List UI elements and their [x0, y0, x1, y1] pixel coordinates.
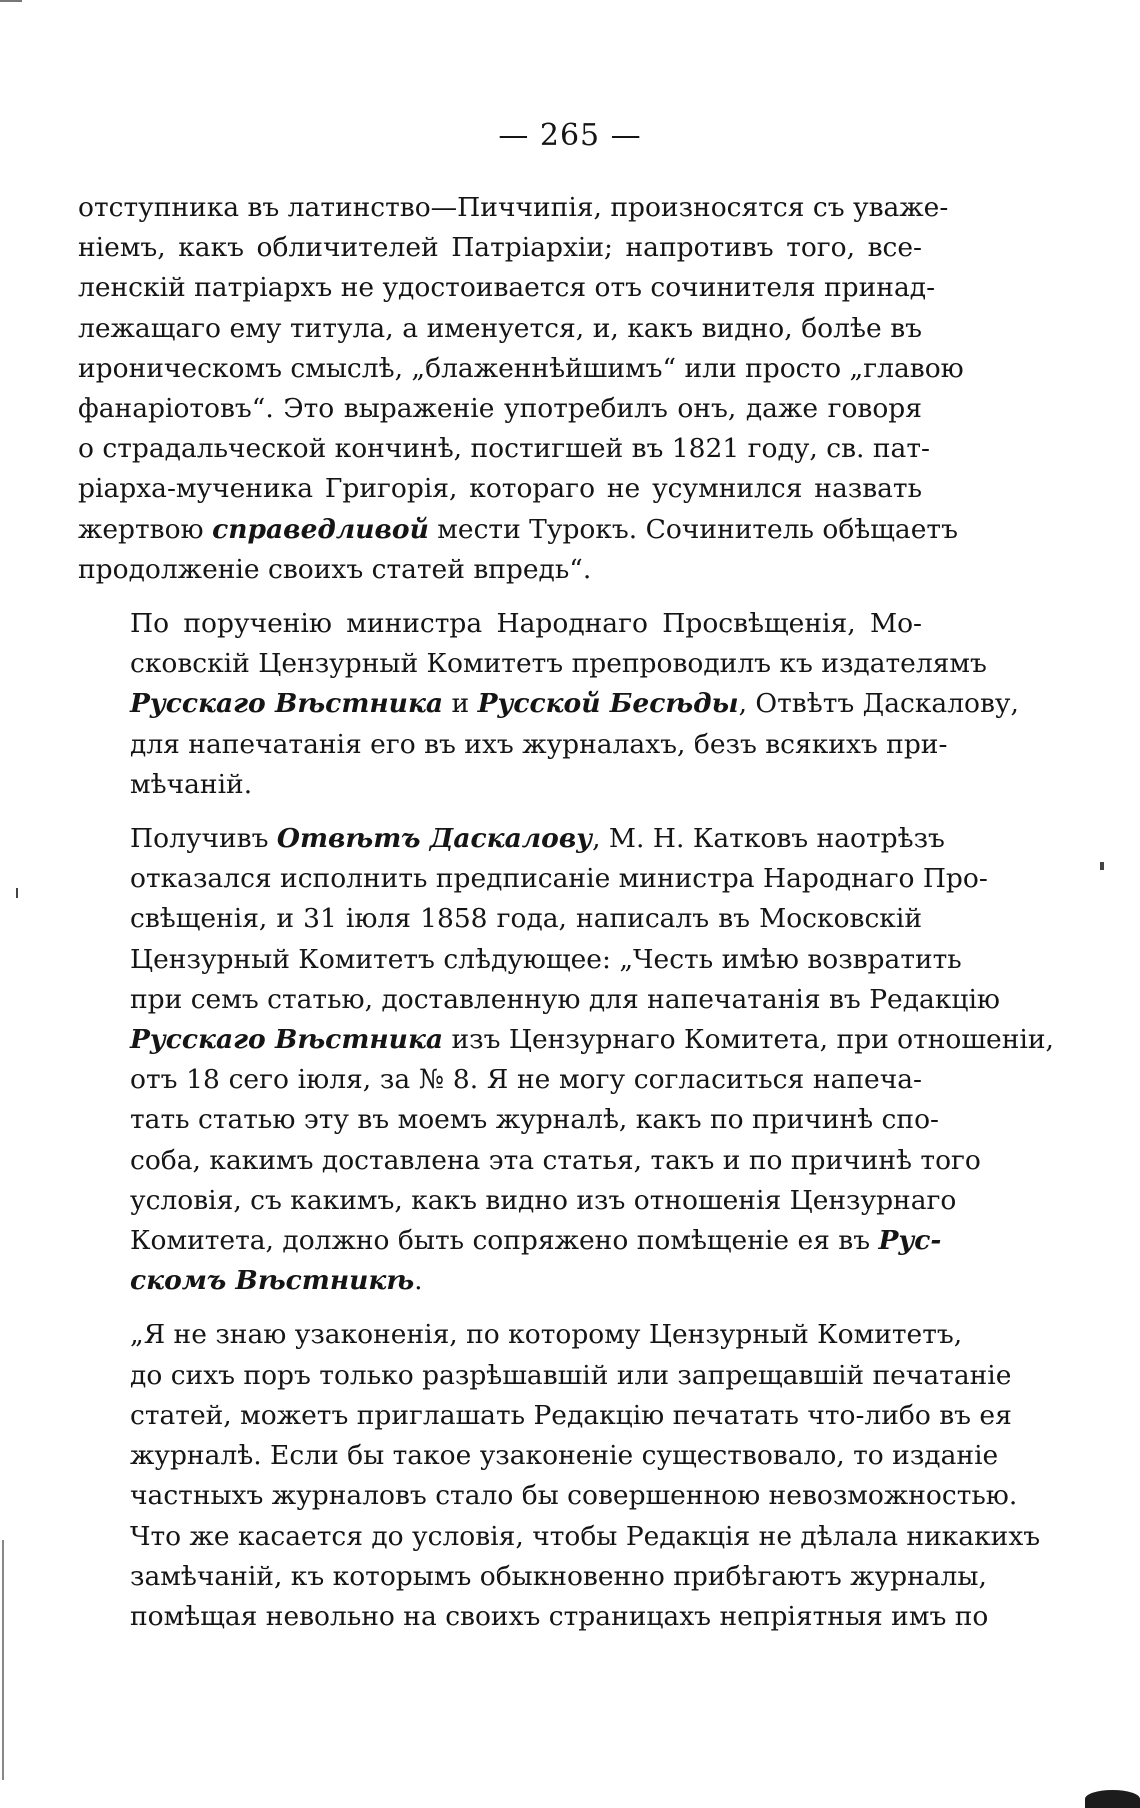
text-fragment: Комитета, должно быть сопряжено помѣщеніе ея въ [130, 1225, 879, 1257]
scan-speck [1100, 862, 1104, 870]
text-line: ніемъ, какъ обличителей Патріархіи; напротивъ того, все- [78, 232, 922, 264]
text-line: сковскій Цензурный Комитетъ препроводилъ къ издателямъ [130, 648, 987, 680]
text-line: Цензурный Комитетъ слѣдующее: „Честь имѣю возвратить [130, 943, 962, 975]
text-line [78, 684, 1019, 724]
text-fragment: , М. Н. Катковъ наотрѣзъ [592, 823, 945, 855]
text-line: при семъ статью, доставленную для напечатанія въ Редакцію [130, 983, 1000, 1015]
paragraph-2 [78, 604, 1019, 805]
text-line: лежащаго ему титула, а именуется, и, какъ видно, болѣе въ [78, 312, 922, 344]
text-line: о страдальческой кончинѣ, постигшей въ 1821 году, св. пат- [78, 433, 930, 465]
text-line [78, 1020, 1054, 1060]
paragraph-3 [78, 819, 1054, 1301]
text-line: тать статью эту въ моемъ журналѣ, какъ по причинѣ спо- [130, 1104, 939, 1136]
text-line: мѣчаній. [130, 768, 253, 800]
text-line: ленскій патріархъ не удостоивается отъ сочинителя принад- [78, 272, 936, 304]
text-line: отступника въ латинство—Пиччипія, произносятся съ уваже- [78, 192, 949, 223]
text-fragment: . [414, 1265, 423, 1297]
paragraph-1 [78, 188, 964, 590]
italic-term: справедливой [212, 513, 429, 545]
text-line: свѣщенія, и 31 іюля 1858 года, написалъ въ Московскій [130, 903, 922, 935]
paragraph-4 [78, 1315, 1041, 1637]
text-fragment: мести Турокъ. Сочинитель обѣщаетъ [428, 513, 958, 545]
text-line: ироническомъ смыслѣ, „блаженнѣйшимъ“ или просто „главою [78, 352, 964, 384]
text-line [78, 1221, 942, 1261]
text-line: Что же касается до условія, чтобы Редакція не дѣлала никакихъ [130, 1520, 1041, 1552]
italic-title: скомъ Вѣстникѣ [130, 1265, 415, 1297]
text-line: продолженіе своихъ статей впредь“. [78, 553, 592, 585]
text-fragment: и [443, 688, 478, 720]
text-line: По порученію министра Народнаго Просвѣщенія, Мо- [130, 608, 922, 640]
text-line: „Я не знаю узаконенія, по которому Цензурный Комитетъ, [130, 1319, 963, 1351]
italic-title: Отвѣтъ Даскалову [276, 823, 593, 855]
text-line: для напечатанія его въ ихъ журналахъ, безъ всякихъ при- [130, 728, 948, 760]
body-text [78, 188, 1054, 1637]
text-line [78, 819, 945, 859]
text-fragment: Получивъ [130, 823, 277, 855]
text-line [78, 510, 958, 550]
text-line: частныхъ журналовъ стало бы совершенною невозможностью. [130, 1480, 1018, 1512]
text-fragment: изъ Цензурнаго Комитета, при отношеніи, [443, 1024, 1054, 1056]
text-line: статей, можетъ приглашать Редакцію печатать что-либо въ ея [130, 1399, 1012, 1431]
text-line: ріарха-мученика Григорія, котораго не усумнился назвать [78, 473, 922, 505]
italic-title: Русскаго Вѣстника [130, 688, 444, 720]
page-number: — 265 — [498, 118, 642, 153]
italic-title: Рус- [878, 1225, 942, 1257]
text-line: фанаріотовъ“. Это выраженіе употребилъ онъ, даже говоря [78, 393, 922, 425]
italic-title: Русскаго Вѣстника [130, 1024, 444, 1056]
text-line: условія, съ какимъ, какъ видно изъ отношенія Цензурнаго [130, 1184, 957, 1216]
text-line: соба, какимъ доставлена эта статья, такъ и по причинѣ того [130, 1144, 981, 1176]
scan-edge-line [2, 1540, 4, 1780]
text-line: замѣчаній, къ которымъ обыкновенно прибѣгаютъ журналы, [130, 1560, 987, 1592]
text-line: помѣщая невольно на своихъ страницахъ непріятныя имъ по [130, 1600, 989, 1632]
text-fragment: жертвою [78, 513, 213, 545]
text-line: до сихъ поръ только разрѣшавшій или запрещавшій печатаніе [130, 1359, 1012, 1391]
text-line: отказался исполнить предписаніе министра Народнаго Про- [130, 863, 988, 895]
scan-smudge [1085, 1790, 1140, 1808]
scan-speck [16, 888, 18, 898]
text-line [78, 1261, 922, 1301]
scan-corner-mark [0, 0, 22, 10]
text-line: отъ 18 сего іюля, за № 8. Я не могу согласиться напеча- [130, 1064, 922, 1096]
text-fragment: , Отвѣтъ Даскалову, [738, 688, 1019, 720]
italic-title: Русской Бесѣды [477, 688, 739, 720]
text-line: журналѣ. Если бы такое узаконеніе существовало, то изданіе [130, 1440, 999, 1472]
